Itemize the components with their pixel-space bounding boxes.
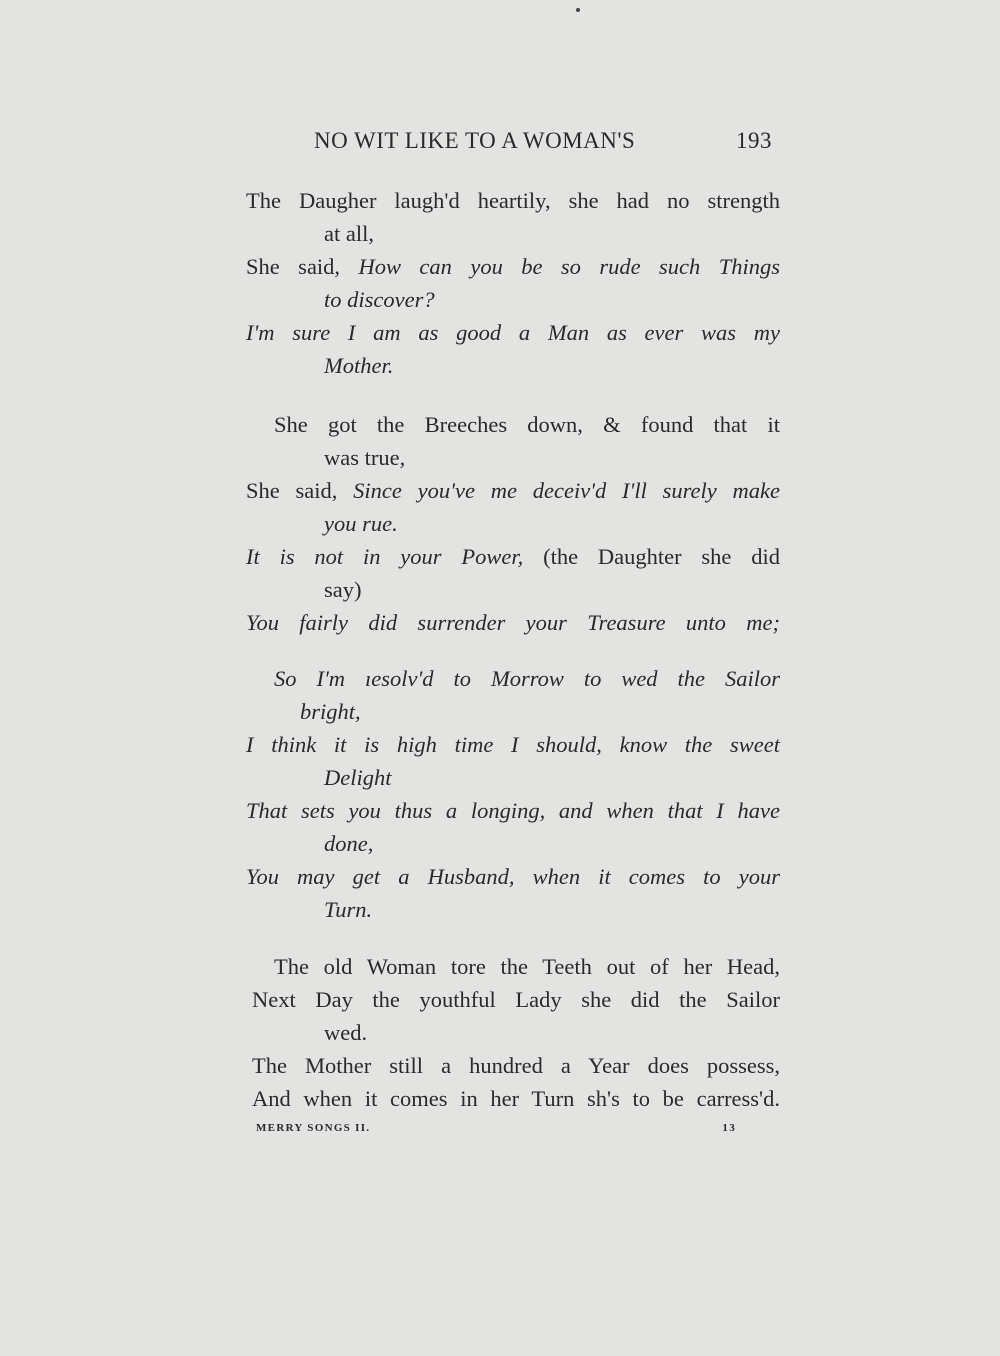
verse-line [246,540,780,573]
verse-line [246,794,780,827]
stanza-3 [246,662,780,926]
verse-text: She got the Breeches down, & found that it [274,412,780,437]
page-footer [256,1122,736,1142]
verse-text: And when it comes in her Turn sh's to be carress'd. [252,1086,780,1111]
printer-mark [576,8,580,12]
signature-mark: MERRY SONGS II. [256,1122,371,1134]
verse-text-italic: You may get a Husband, when it comes to your [246,864,780,889]
verse-line [246,408,780,441]
verse-line [246,184,780,217]
verse-line [246,728,780,761]
verse-text-italic: How can you be so rude such Things [358,254,780,279]
verse-line [246,441,780,474]
verse-text-italic: Since you've me deceiv'd I'll surely make [353,478,780,503]
verse-text-italic: to discover? [324,287,435,312]
page-number: 193 [736,128,772,153]
verse-line [246,606,780,639]
verse-line [246,1016,780,1049]
verse-text-italic: I think it is high time I should, know the sweet [246,732,780,757]
verse-text: at all, [324,221,374,246]
verse-line [246,349,780,382]
verse-text-italic: It is not in your Power, [246,544,544,569]
verse-text-italic: you rue. [324,511,398,536]
verse-line [246,695,780,728]
verse-text: Next Day the youthful Lady she did the Sailor [252,987,780,1012]
verse-text-italic: Turn. [324,897,373,922]
verse-text: The Mother still a hundred a Year does possess, [252,1053,780,1078]
verse-line [246,573,780,606]
verse-text: was true, [324,445,406,470]
running-head [246,128,776,162]
verse-text-italic: I'm sure I am as good a Man as ever was my [246,320,780,345]
verse-line [246,283,780,316]
verse-text-italic: That sets you thus a longing, and when that I have [246,798,780,823]
verse-line [246,983,780,1016]
verse-line [246,250,780,283]
verse-line [246,893,780,926]
verse-text: She said, [246,254,359,279]
verse-line [246,1049,780,1082]
verse-line [246,474,780,507]
verse-text: The old Woman tore the Teeth out of her Head, [274,954,780,979]
verse-line [246,507,780,540]
stanza-2 [246,408,780,639]
verse-text: The Daugher laugh'd heartily, she had no strength [246,188,780,213]
verse-text: say) [324,577,362,602]
verse-line [246,860,780,893]
verse-text-italic: bright, [300,699,361,724]
verse-line [246,316,780,349]
verse-line [246,1082,780,1115]
verse-line [246,761,780,794]
running-title: NO WIT LIKE TO A WOMAN'S [314,128,636,153]
verse-line [246,950,780,983]
verse-text-italic: Mother. [324,353,394,378]
verse-text: She said, [246,478,354,503]
stanza-4 [246,950,780,1115]
verse-line [246,217,780,250]
verse-text-italic: You fairly did surrender your Treasure unto me; [246,610,780,635]
stanza-1 [246,184,780,382]
verse-text-italic: So I'm ıesolv'd to Morrow to wed the Sailor [274,666,780,691]
verse-line [246,827,780,860]
verse-text: (the Daughter she did [543,544,780,569]
verse-text-italic: Delight [324,765,392,790]
verse-line [246,662,780,695]
sheet-number: 13 [722,1122,736,1134]
verse-text-italic: done, [324,831,374,856]
verse-text: wed. [324,1020,368,1045]
